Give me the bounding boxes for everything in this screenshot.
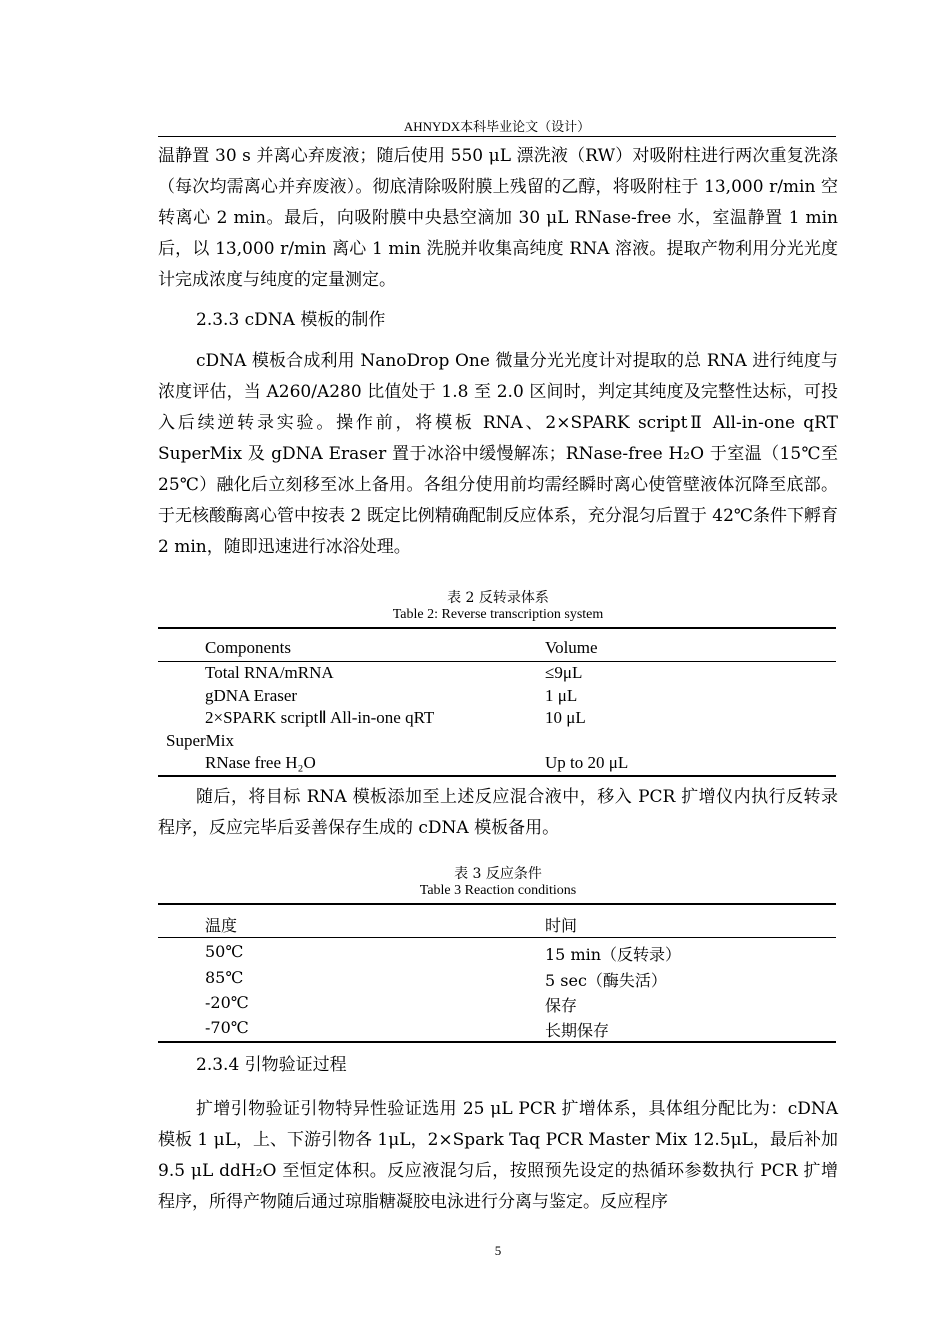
table-2-caption-en: Table 2: Reverse transcription system bbox=[392, 607, 604, 622]
table-3-cell-time: 5 sec（酶失活） bbox=[545, 971, 667, 990]
table-2-cell-volume: 1 μL bbox=[545, 686, 578, 705]
section-heading-2-3-3: 2.3.3 cDNA 模板的制作 bbox=[196, 310, 386, 330]
table-3-cell-temperature: -20℃ bbox=[205, 993, 249, 1012]
table-2-header-components: Components bbox=[205, 638, 291, 657]
table-3-cell-time: 长期保存 bbox=[545, 1021, 610, 1040]
paragraph-3 bbox=[158, 782, 838, 844]
section-heading-2-3-4: 2.3.4 引物验证过程 bbox=[196, 1055, 347, 1075]
table-3-header-rule bbox=[158, 937, 836, 938]
paragraph-3-text: 随后，将目标 RNA 模板添加至上述反应混合液中，移入 PCR 扩增仪内执行反转录程序，反应完毕后妥善保存生成的 cDNA 模板备用。 bbox=[158, 787, 838, 838]
paragraph-2-text: cDNA 模板合成利用 NanoDrop One 微量分光光度计对提取的总 RNA 进行纯度与浓度评估，当 A260/A280 比值处于 1.8 至 2.0 区间时，判定其纯度及完整性达标，可投入后续逆转录实验。操作前，将模板 RNA、2×SPARK scriptⅡ All-in-one qRT SuperMix 及 gDNA Eraser 置于冰浴中缓慢解冻；RNase-free H₂O 于室温（15℃至 25℃）融化后立刻移至冰上备用。各组分使用前均需经瞬时离心使管壁液体沉降至底部。于无核酸酶离心管中按表 2 既定比例精确配制反应体系，充分混匀后置于 42℃条件下孵育 2 min，随即迅速进行冰浴处理。 bbox=[158, 351, 838, 557]
table-2-top-rule bbox=[158, 627, 836, 629]
table-2-header-volume: Volume bbox=[545, 638, 598, 657]
table-3-top-rule bbox=[158, 903, 836, 905]
table-2-caption-cn: 表 2 反转录体系 bbox=[447, 590, 549, 606]
page-number: 5 bbox=[494, 1243, 502, 1258]
table-3-bottom-rule bbox=[158, 1041, 836, 1043]
table-3-cell-temperature: 50℃ bbox=[205, 942, 244, 961]
table-2-cell-volume: ≤9μL bbox=[545, 663, 583, 682]
table-3-cell-time: 15 min（反转录） bbox=[545, 945, 682, 964]
table-3-caption-en: Table 3 Reaction conditions bbox=[419, 883, 577, 898]
table-2-cell-component-cont: SuperMix bbox=[166, 731, 234, 750]
table-3-header-time: 时间 bbox=[545, 916, 578, 935]
table-2-cell-volume: 10 μL bbox=[545, 708, 586, 727]
paragraph-2 bbox=[158, 346, 838, 563]
page-header: AHNYDX本科毕业论文（设计） bbox=[403, 119, 591, 134]
paragraph-1 bbox=[158, 141, 838, 296]
table-2-header-rule bbox=[158, 661, 836, 662]
table-2-cell-component: gDNA Eraser bbox=[205, 686, 298, 705]
table-3-cell-time: 保存 bbox=[545, 996, 578, 1015]
table-3-cell-temperature: -70℃ bbox=[205, 1018, 249, 1037]
table-3-header-temperature: 温度 bbox=[205, 916, 238, 935]
table-2-cell-component: RNase free H₂O bbox=[205, 753, 316, 772]
paragraph-4-text: 扩增引物验证引物特异性验证选用 25 μL PCR 扩增体系，具体组分配比为：cDNA 模板 1 μL，上、下游引物各 1μL，2×Spark Taq PCR Master Mix 12.5μL，最后补加 9.5 μL ddH₂O 至恒定体积。反应液混匀后，按照预先设定的热循环参数执行 PCR 扩增程序，所得产物随后通过琼脂糖凝胶电泳进行分离与鉴定。反应程序 bbox=[158, 1099, 838, 1212]
table-2-cell-volume: Up to 20 μL bbox=[545, 753, 629, 772]
table-2-cell-component: 2×SPARK scriptⅡ All-in-one qRT bbox=[205, 708, 435, 727]
table-3-caption-cn: 表 3 反应条件 bbox=[454, 866, 542, 882]
table-3-cell-temperature: 85℃ bbox=[205, 968, 244, 987]
table-2-cell-component: Total RNA/mRNA bbox=[205, 663, 334, 682]
paragraph-1-text: 温静置 30 s 并离心弃废液；随后使用 550 μL 漂洗液（RW）对吸附柱进行两次重复洗涤（每次均需离心并弃废液）。彻底清除吸附膜上残留的乙醇，将吸附柱于 13,000 r/min 空转离心 2 min。最后，向吸附膜中央悬空滴加 30 μL RNase-free 水，室温静置 1 min 后，以 13,000 r/min 离心 1 min 洗脱并收集高纯度 RNA 溶液。提取产物利用分光光度计完成浓度与纯度的定量测定。 bbox=[158, 146, 838, 290]
table-2-bottom-rule bbox=[158, 775, 836, 777]
paragraph-4 bbox=[158, 1094, 838, 1218]
header-rule bbox=[158, 136, 836, 137]
